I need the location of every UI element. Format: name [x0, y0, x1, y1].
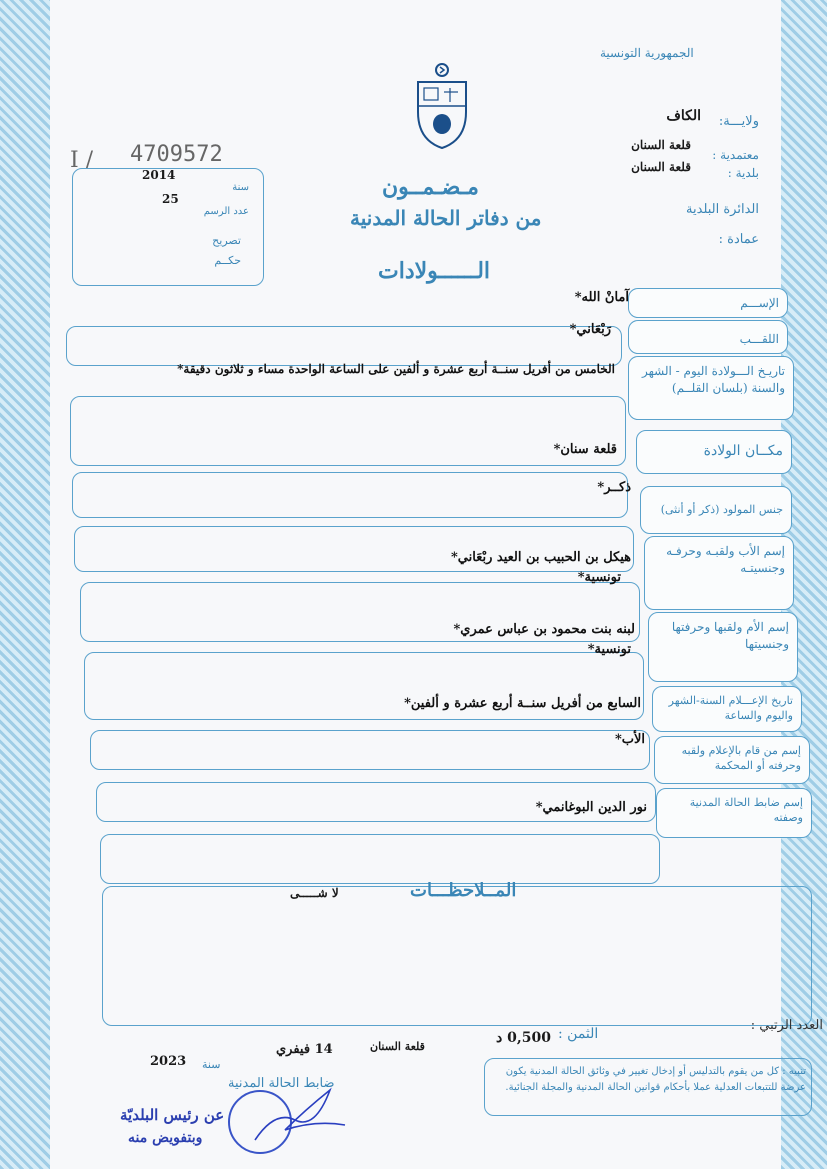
remarks-value: لا شـــــى: [290, 886, 339, 900]
title-line2: من دفاتر الحالة المدنية: [350, 206, 542, 230]
decorative-border-left: [0, 0, 50, 1169]
remarks-label: المــلاحظـــات: [410, 880, 517, 901]
omda-label: عمادة :: [718, 232, 759, 247]
wilaya-value: الكاف: [666, 108, 701, 124]
field-birth-place: [72, 472, 628, 518]
municipality-value: قلعة السنان: [631, 160, 691, 174]
value-father-nationality: تونسية*: [577, 570, 621, 585]
label-officer: إسم ضابط الحالة المدنية وصفته: [656, 788, 812, 838]
delegation-line1: عن رئيس البلديّة: [120, 1106, 225, 1124]
municipality-label: بلدية :: [727, 166, 759, 180]
wilaya-label: ولايـــة:: [718, 114, 759, 129]
reference-record-label: عدد الرسم: [203, 206, 249, 217]
issue-year-label: سنة: [202, 1058, 221, 1071]
remarks-box: [102, 886, 812, 1026]
reference-year-label: سنة: [232, 182, 249, 193]
label-birth-place: مكــان الولادة: [636, 430, 792, 474]
label-birth-date: تاريـخ الـــولادة اليوم - الشهر والسنة (بلسان القلــم): [628, 356, 794, 420]
label-declaration-date: تاريخ الإعـــلام السنة-الشهر واليوم والساعة: [652, 686, 802, 732]
label-mother: إسم الأم ولقبها وحرفتها وجنسيتها: [648, 612, 798, 682]
title-line3: الــــــولادات: [378, 258, 491, 284]
serial-number: 4709572: [130, 142, 223, 167]
value-birth-date: الخامس من أفريل سنــة أربع عشرة و ألفين على الساعة الواحدة مساء و ثلاثون دقيقة*: [177, 362, 615, 376]
warning-text: تنبيه : كل من يقوم بالتدليس أو إدخال تغيير في وثائق الحالة المدنية يكون عرضة للتتبعات العدلية عملا بأحكام قوانين الحالة المدنية والمجلة الجنائية.: [505, 1066, 806, 1093]
serial-number-label: العدد الرتبي :: [750, 1018, 823, 1033]
delegation-value: قلعة السنان: [631, 138, 691, 152]
serial-prefix: I /: [70, 148, 94, 173]
value-birth-place: قلعة سنان*: [553, 442, 617, 457]
title-line1: مـضـمــون: [382, 174, 479, 200]
label-sex: جنس المولود (ذكر أو أنثى): [640, 486, 792, 534]
price-label: الثمن :: [558, 1026, 599, 1042]
district-label: الدائرة البلدية: [686, 202, 759, 217]
reference-record-value: 25: [162, 192, 179, 206]
label-declarant: إسم من قام بالإعلام ولقبه وحرفته أو المحكمة: [654, 736, 810, 784]
field-officer: [100, 834, 660, 884]
value-mother: لبنه بنت محمود بن عباس عمري*: [453, 622, 635, 637]
value-surname: رَبْعَاني*: [569, 322, 611, 337]
value-declarant: الأب*: [614, 732, 645, 747]
tunisia-coat-of-arms-icon: [414, 60, 470, 152]
field-surname: [66, 326, 622, 366]
label-first-name: الإســـم: [628, 288, 788, 318]
issue-place: قلعة السنان: [370, 1040, 425, 1053]
delegation-label: معتمدية :: [712, 148, 759, 162]
price-value: 0,500 د: [496, 1030, 551, 1046]
issue-year-value: 2023: [150, 1054, 187, 1069]
reference-declaration-label: تصريح: [212, 234, 241, 247]
reference-judgment-label: حكــم: [214, 254, 241, 267]
field-sex: [74, 526, 634, 572]
value-first-name: آمانْ الله*: [574, 290, 629, 305]
label-surname: اللقـــب: [628, 320, 788, 354]
value-sex: ذكــر*: [597, 480, 631, 495]
reference-year-value: 2014: [142, 168, 176, 182]
officer-signature-label: ضابط الحالة المدنية: [228, 1076, 335, 1091]
signature-icon: [250, 1080, 350, 1150]
label-father: إسم الأب ولقبـه وحرفـه وجنسيتـه: [644, 536, 794, 610]
field-birth-date: [70, 396, 626, 466]
field-declaration-date: [90, 730, 650, 770]
republic-heading: الجمهورية التونسية: [600, 46, 694, 60]
delegation-line2: وبتفويض منه: [128, 1130, 203, 1146]
value-officer: نور الدين البوغانمي*: [535, 800, 647, 815]
issue-day-month: 14 فيفري: [276, 1042, 333, 1057]
value-father: هيكل بن الحبيب بن العيد ربْعَاني*: [450, 550, 631, 565]
value-mother-nationality: تونسية*: [587, 642, 631, 657]
value-declaration-date: السابع من أفريل سنــة أربع عشرة و ألفين*: [404, 696, 641, 711]
